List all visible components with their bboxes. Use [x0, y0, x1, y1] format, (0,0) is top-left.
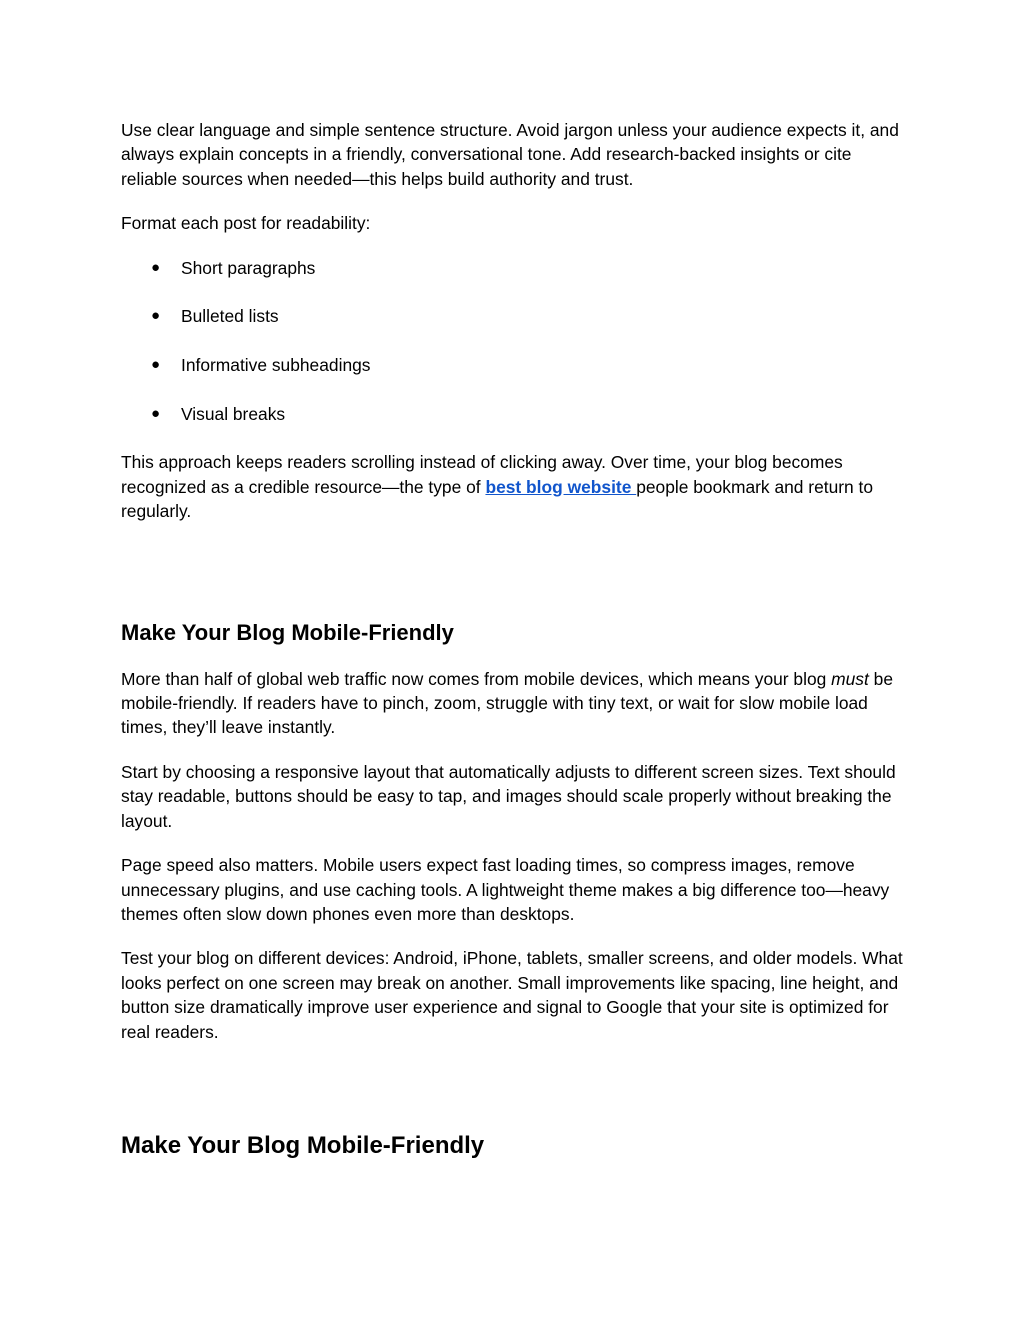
- bullet-icon: ●: [151, 404, 161, 422]
- list-item-text: Visual breaks: [181, 403, 286, 424]
- emphasis-must: must: [831, 668, 869, 689]
- intro-paragraph: Use clear language and simple sentence structure. Avoid jargon unless your audience expects it, and always explain concepts in a friendly, conversational tone. Add research-backed insights or cite reliable sources when needed—this helps build authority and trust.: [121, 120, 899, 189]
- list-item-text: Bulleted lists: [181, 306, 279, 327]
- list-item-text: Informative subheadings: [181, 355, 371, 376]
- bullet-icon: ●: [151, 307, 161, 325]
- approach-text-after-link: people bookmark and return to regularly.: [121, 476, 874, 522]
- list-item: [121, 353, 911, 377]
- list-item: [121, 256, 911, 280]
- section-heading-mobile-friendly: Make Your Blog Mobile-Friendly: [121, 619, 454, 645]
- list-item: [121, 304, 911, 328]
- device-testing-paragraph: Test your blog on different devices: Android, iPhone, tablets, smaller screens, and older models. What looks perfect on one screen may break on another. Small improvements like spacing, line height, and button size dramatically improve user experience and signal to Google that your site is optimized for real readers.: [121, 948, 903, 1042]
- page-speed-paragraph: Page speed also matters. Mobile users expect fast loading times, so compress images, remove unnecessary plugins, and use caching tools. A lightweight theme makes a big difference too—heavy themes often slow down phones even more than desktops.: [121, 855, 890, 924]
- document-page: [121, 118, 911, 1161]
- list-item-text: Short paragraphs: [181, 257, 316, 278]
- mobile-traffic-text-start: More than half of global web traffic now comes from mobile devices, which means your blog: [121, 668, 832, 689]
- approach-text-before-link: This approach keeps readers scrolling instead of clicking away. Over time, your blog becomes recognized as a credible resource—the type of: [121, 452, 843, 497]
- mobile-traffic-text-end: be mobile-friendly. If readers have to pinch, zoom, struggle with tiny text, or wait for slow mobile load times, they’ll leave instantly.: [121, 668, 894, 738]
- bullet-icon: ●: [151, 356, 161, 374]
- bullet-icon: ●: [151, 258, 161, 276]
- list-item: [121, 402, 911, 426]
- responsive-layout-paragraph: Start by choosing a responsive layout that automatically adjusts to different screen sizes. Text should stay readable, buttons should be easy to tap, and images should scale properly without breaking the layout.: [121, 761, 896, 831]
- section-heading-mobile-friendly-repeat: Make Your Blog Mobile-Friendly: [121, 1131, 485, 1159]
- format-intro-paragraph: Format each post for readability:: [121, 213, 371, 234]
- mobile-traffic-paragraph: [121, 667, 911, 740]
- readability-list: [121, 256, 911, 427]
- best-blog-website-link[interactable]: best blog website: [485, 476, 637, 497]
- approach-paragraph: [121, 450, 911, 523]
